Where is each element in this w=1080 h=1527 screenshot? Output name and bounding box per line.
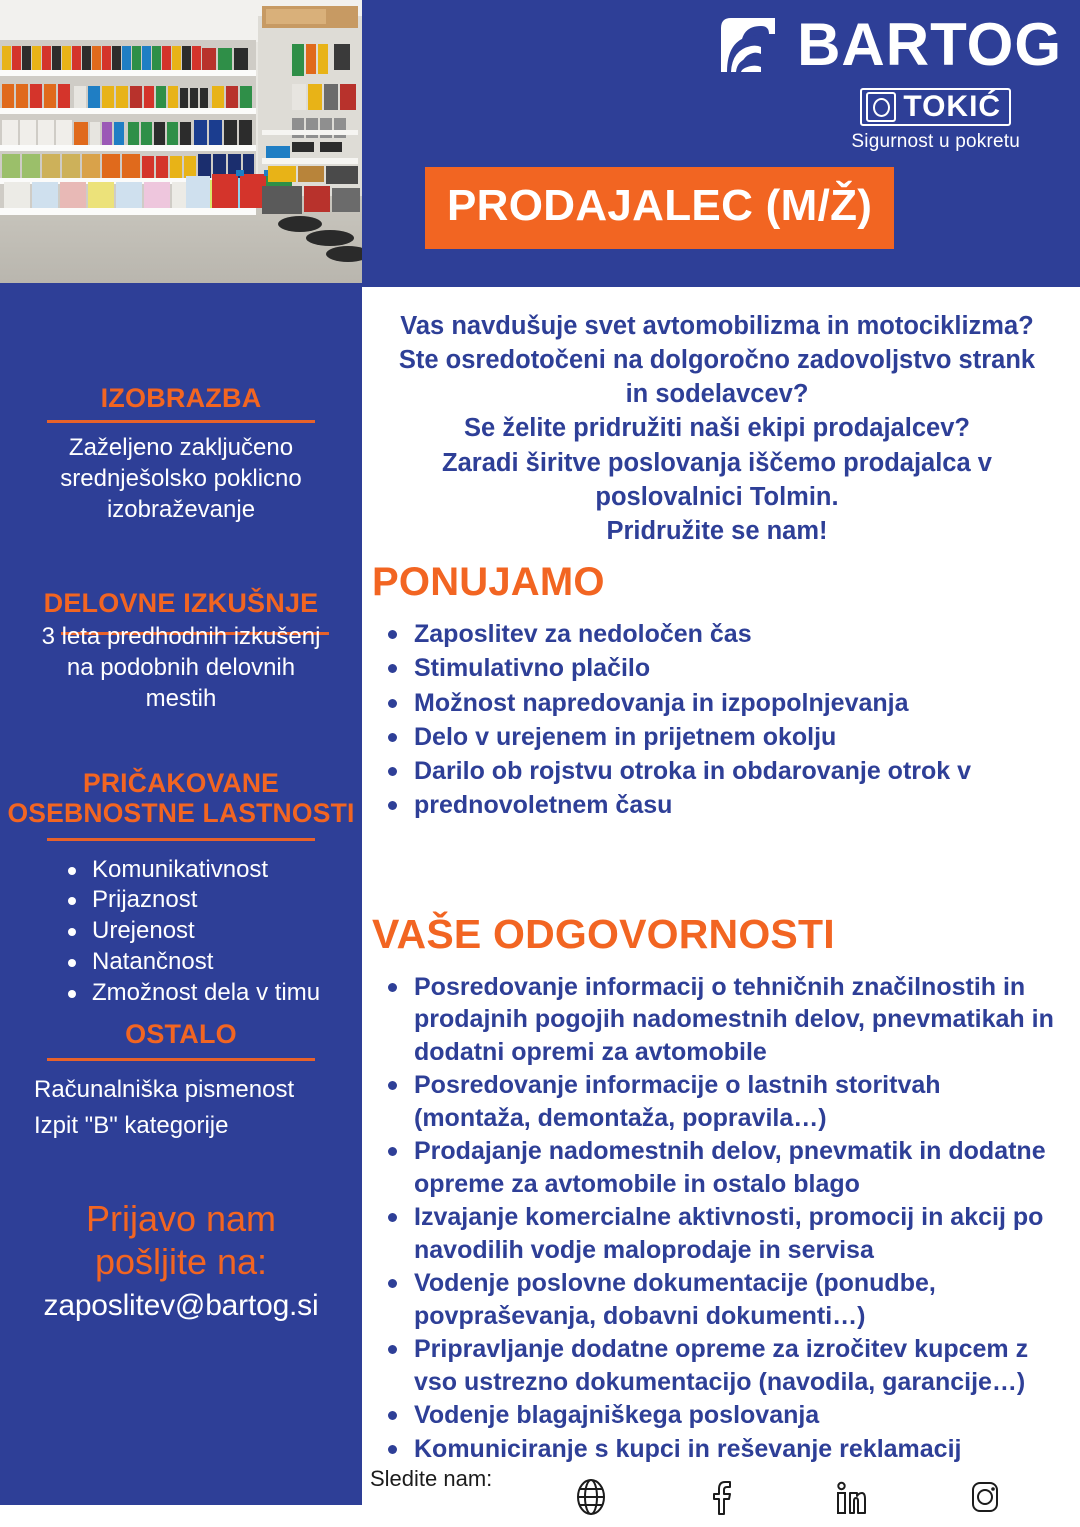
apply-line-1: Prijavo nam [85, 1198, 277, 1240]
education-text: Zaželjeno zaključeno srednješolsko poklicno izobraževanje [60, 434, 302, 524]
list-item: Prijaznost [64, 885, 348, 916]
list-item: Urejenost [64, 916, 348, 947]
sidebar-content [0, 283, 362, 1505]
main-content [362, 287, 1080, 1527]
other-heading: OSTALO [125, 1019, 237, 1050]
traits-heading-line1: PRIČAKOVANE [82, 768, 280, 799]
intro-line: Vas navdušuje svet avtomobilizma in motociklizma? [400, 312, 1034, 340]
education-divider [47, 420, 315, 423]
facebook-icon[interactable] [708, 1478, 734, 1516]
other-line-1: Računalniška pismenost [34, 1075, 295, 1103]
left-sidebar [0, 0, 362, 1505]
intro-paragraph [370, 309, 1064, 548]
list-item: Komunikativnost [64, 855, 348, 886]
responsibilities-list [370, 971, 1064, 1466]
list-item: Možnost napredovanja in izpopolnjevanja [380, 687, 1064, 719]
education-heading: IZOBRAZBA [100, 383, 262, 413]
list-item: Darilo ob rojstvu otroka in obdarovanje otrok v [380, 755, 1064, 787]
sub-brand-name: TOKIĆ [903, 90, 1002, 123]
traits-list [14, 855, 348, 1010]
offer-heading: PONUJAMO [372, 560, 605, 605]
sidebar-section-traits [7, 768, 355, 1009]
intro-line: Ste osredotočeni na dolgoročno zadovoljstvo strank in sodelavcev? [398, 346, 1036, 409]
list-item: Delo v urejenem in prijetnem okolju [380, 721, 1064, 753]
sub-brand-lockup [851, 88, 1020, 153]
list-item: Zmožnost dela v timu [64, 978, 348, 1009]
intro-line: Se želite pridružiti naši ekipi prodajalcev? [464, 414, 970, 443]
experience-heading: DELOVNE IZKUŠNJE [43, 588, 319, 619]
website-globe-icon[interactable] [574, 1478, 608, 1516]
offer-list [370, 618, 1064, 822]
list-item: Stimulativno plačilo [380, 652, 1064, 684]
instagram-icon[interactable] [968, 1478, 1002, 1516]
intro-line: Zaradi širitve poslovanja iščemo prodajalca v poslovalnici Tolmin. [442, 448, 992, 511]
page-title: PRODAJALEC (M/Ž) [425, 167, 894, 249]
brand-lockup [717, 11, 1062, 78]
experience-text: 3 leta predhodnih izkušenj na podobnih delovnih mestih [41, 623, 321, 713]
sidebar-section-education [14, 283, 348, 526]
social-links [574, 1478, 1002, 1516]
sub-brand-tagline: Sigurnost u pokretu [851, 131, 1020, 152]
list-item: Izvajanje komercialne aktivnosti, promocij in akcij po navodilih vodje maloprodaje in servisa [380, 1201, 1064, 1266]
sidebar-section-experience [14, 588, 348, 715]
list-item: Pripravljanje dodatne opreme za izročitev kupcem z vso ustrezno dokumentacijo (navodila, garancije…) [380, 1333, 1064, 1398]
list-item: Vodenje poslovne dokumentacije (ponudbe, povpraševanja, dobavni dokumenti…) [380, 1267, 1064, 1332]
follow-label: Sledite nam: [370, 1466, 493, 1491]
responsibilities-heading: VAŠE ODGOVORNOSTI [372, 910, 835, 957]
traits-heading-line2: OSEBNOSTNE LASTNOSTI [7, 797, 355, 828]
list-item: Zaposlitev za nedoločen čas [380, 618, 1064, 650]
list-item: prednovoletnem času [380, 789, 1064, 821]
list-item: Natančnost [64, 947, 348, 978]
footer [370, 1460, 1080, 1527]
bartog-swoosh-icon [717, 14, 783, 76]
sidebar-section-apply [14, 1198, 348, 1323]
linkedin-icon[interactable] [834, 1478, 868, 1516]
tokic-logo-box [860, 88, 1011, 126]
list-item: Vodenje blagajniškega poslovanja [380, 1399, 1064, 1432]
list-item: Prodajanje nadomestnih delov, pnevmatik in dodatne opreme za avtomobile in ostalo blago [380, 1135, 1064, 1200]
other-divider [47, 1058, 315, 1061]
list-item: Posredovanje informacij o tehničnih značilnostih in prodajnih pogojih nadomestnih delov, pnevmatikah in dodatni opremi za avtomobile [380, 971, 1064, 1069]
traits-divider [47, 838, 315, 841]
header-banner [362, 0, 1080, 287]
list-item: Komuniciranje s kupci in reševanje reklamacij [380, 1433, 1064, 1466]
tokic-circle-icon [866, 92, 896, 122]
brand-name: BARTOG [797, 11, 1062, 78]
apply-line-2: pošljite na: [94, 1240, 268, 1282]
sidebar-section-other [14, 1019, 348, 1142]
apply-email[interactable]: zaposlitev@bartog.si [43, 1289, 319, 1323]
store-interior-photo [0, 0, 362, 283]
other-line-2: Izpit "B" kategorije [34, 1112, 229, 1140]
intro-line: Pridružite se nam! [606, 516, 828, 545]
list-item: Posredovanje informacije o lastnih storitvah (montaža, demontaža, popravila…) [380, 1069, 1064, 1134]
